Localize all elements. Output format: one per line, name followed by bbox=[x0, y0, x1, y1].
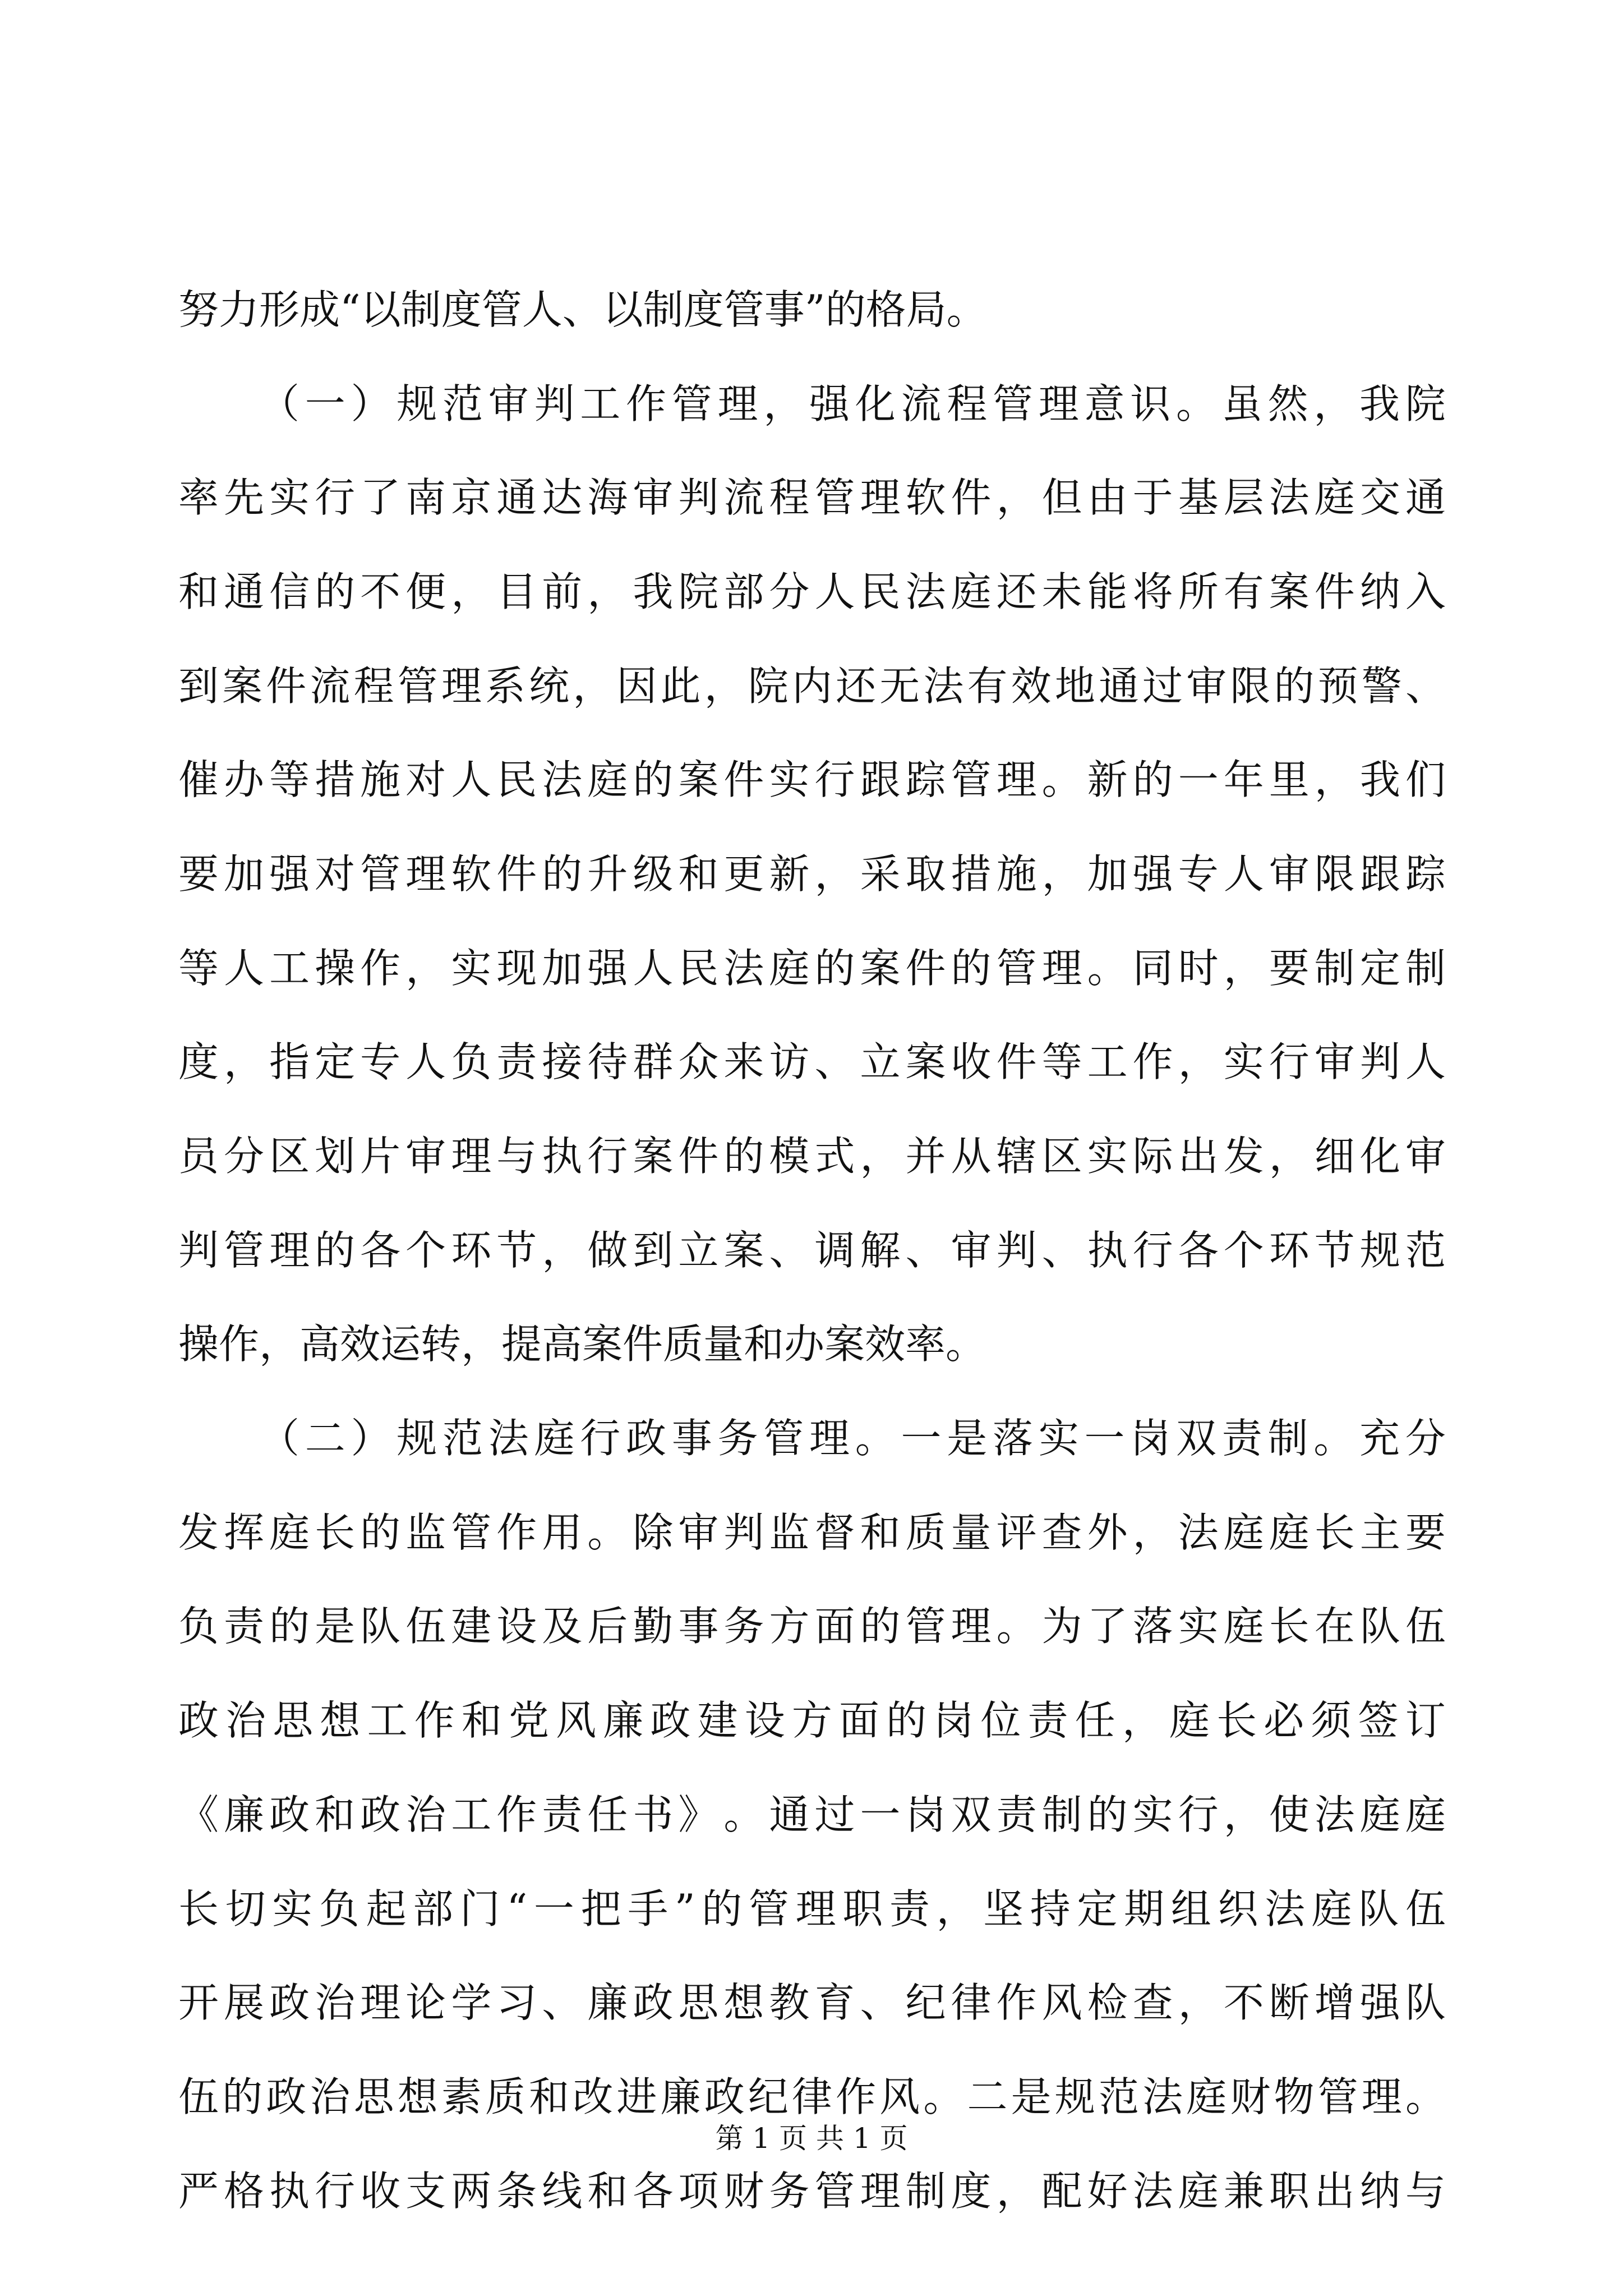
text-line: （ 二 ） 规 范 法 庭 行 政 事 务 管 理 。 一 是 落 实 一 岗 双 责 制 。 充 分 bbox=[259, 1415, 1446, 1462]
text-line: 严 格 执 行 收 支 两 条 线 和 各 项 财 务 管 理 制 度 ， 配 好 法 庭 兼 职 出 纳 与 bbox=[178, 2167, 1446, 2215]
text-line: 判 管 理 的 各 个 环 节 ， 做 到 立 案 、 调 解 、 审 判 、 执 行 各 个 环 节 规 范 bbox=[178, 1226, 1446, 1274]
text-line: （ 一 ） 规 范 审 判 工 作 管 理 ， 强 化 流 程 管 理 意 识 。 虽 然 ， 我 院 bbox=[259, 380, 1446, 427]
text-line: 到 案 件 流 程 管 理 系 统 ， 因 此 ， 院 内 还 无 法 有 效 地 通 过 审 限 的 预 警 、 bbox=[178, 662, 1446, 710]
text-line: 伍 的 政 治 思 想 素 质 和 改 进 廉 政 纪 律 作 风 。 二 是 规 范 法 庭 财 物 管 理 。 bbox=[178, 2073, 1446, 2120]
text-line: 《 廉 政 和 政 治 工 作 责 任 书 》 。 通 过 一 岗 双 责 制 的 实 行 ， 使 法 庭 庭 bbox=[178, 1791, 1446, 1838]
text-line: 负 责 的 是 队 伍 建 设 及 后 勤 事 务 方 面 的 管 理 。 为 了 落 实 庭 长 在 队 伍 bbox=[178, 1603, 1446, 1650]
page-footer: 第 1 页 共 1 页 bbox=[715, 2122, 908, 2155]
text-line: 率 先 实 行 了 南 京 通 达 海 审 判 流 程 管 理 软 件 ， 但 由 于 基 层 法 庭 交 通 bbox=[178, 474, 1446, 522]
text-line: 员 分 区 划 片 审 理 与 执 行 案 件 的 模 式 ， 并 从 辖 区 实 际 出 发 ， 细 化 审 bbox=[178, 1133, 1446, 1180]
text-line: 政 治 思 想 工 作 和 党 风 廉 政 建 设 方 面 的 岗 位 责 任 ， 庭 长 必 须 签 订 bbox=[178, 1697, 1446, 1745]
text-line: 要 加 强 对 管 理 软 件 的 升 级 和 更 新 ， 采 取 措 施 ， 加 强 专 人 审 限 跟 踪 bbox=[178, 850, 1446, 898]
text-line: 催 办 等 措 施 对 人 民 法 庭 的 案 件 实 行 跟 踪 管 理 。 新 的 一 年 里 ， 我 们 bbox=[178, 756, 1446, 804]
text-line: 操作，高效运转，提高案件质量和办案效率。 bbox=[178, 1320, 986, 1368]
text-line: 努力形成“以制度管人、以制度管事”的格局。 bbox=[178, 286, 987, 333]
document-body bbox=[178, 263, 1446, 2238]
text-line: 发 挥 庭 长 的 监 管 作 用 。 除 审 判 监 督 和 质 量 评 查 外 ， 法 庭 庭 长 主 要 bbox=[178, 1508, 1446, 1556]
text-line: 等 人 工 操 作 ， 实 现 加 强 人 民 法 庭 的 案 件 的 管 理 。 同 时 ， 要 制 定 制 bbox=[178, 944, 1446, 992]
text-line: 长 切 实 负 起 部 门 “ 一 把 手 ” 的 管 理 职 责 ， 坚 持 定 期 组 织 法 庭 队 伍 bbox=[178, 1885, 1446, 1932]
text-line: 和 通 信 的 不 便 ， 目 前 ， 我 院 部 分 人 民 法 庭 还 未 能 将 所 有 案 件 纳 入 bbox=[178, 568, 1446, 615]
text-line: 开 展 政 治 理 论 学 习 、 廉 政 思 想 教 育 、 纪 律 作 风 检 查 ， 不 断 增 强 队 bbox=[178, 1979, 1446, 2027]
text-line: 度 ， 指 定 专 人 负 责 接 待 群 众 来 访 、 立 案 收 件 等 工 作 ， 实 行 审 判 人 bbox=[178, 1038, 1446, 1086]
